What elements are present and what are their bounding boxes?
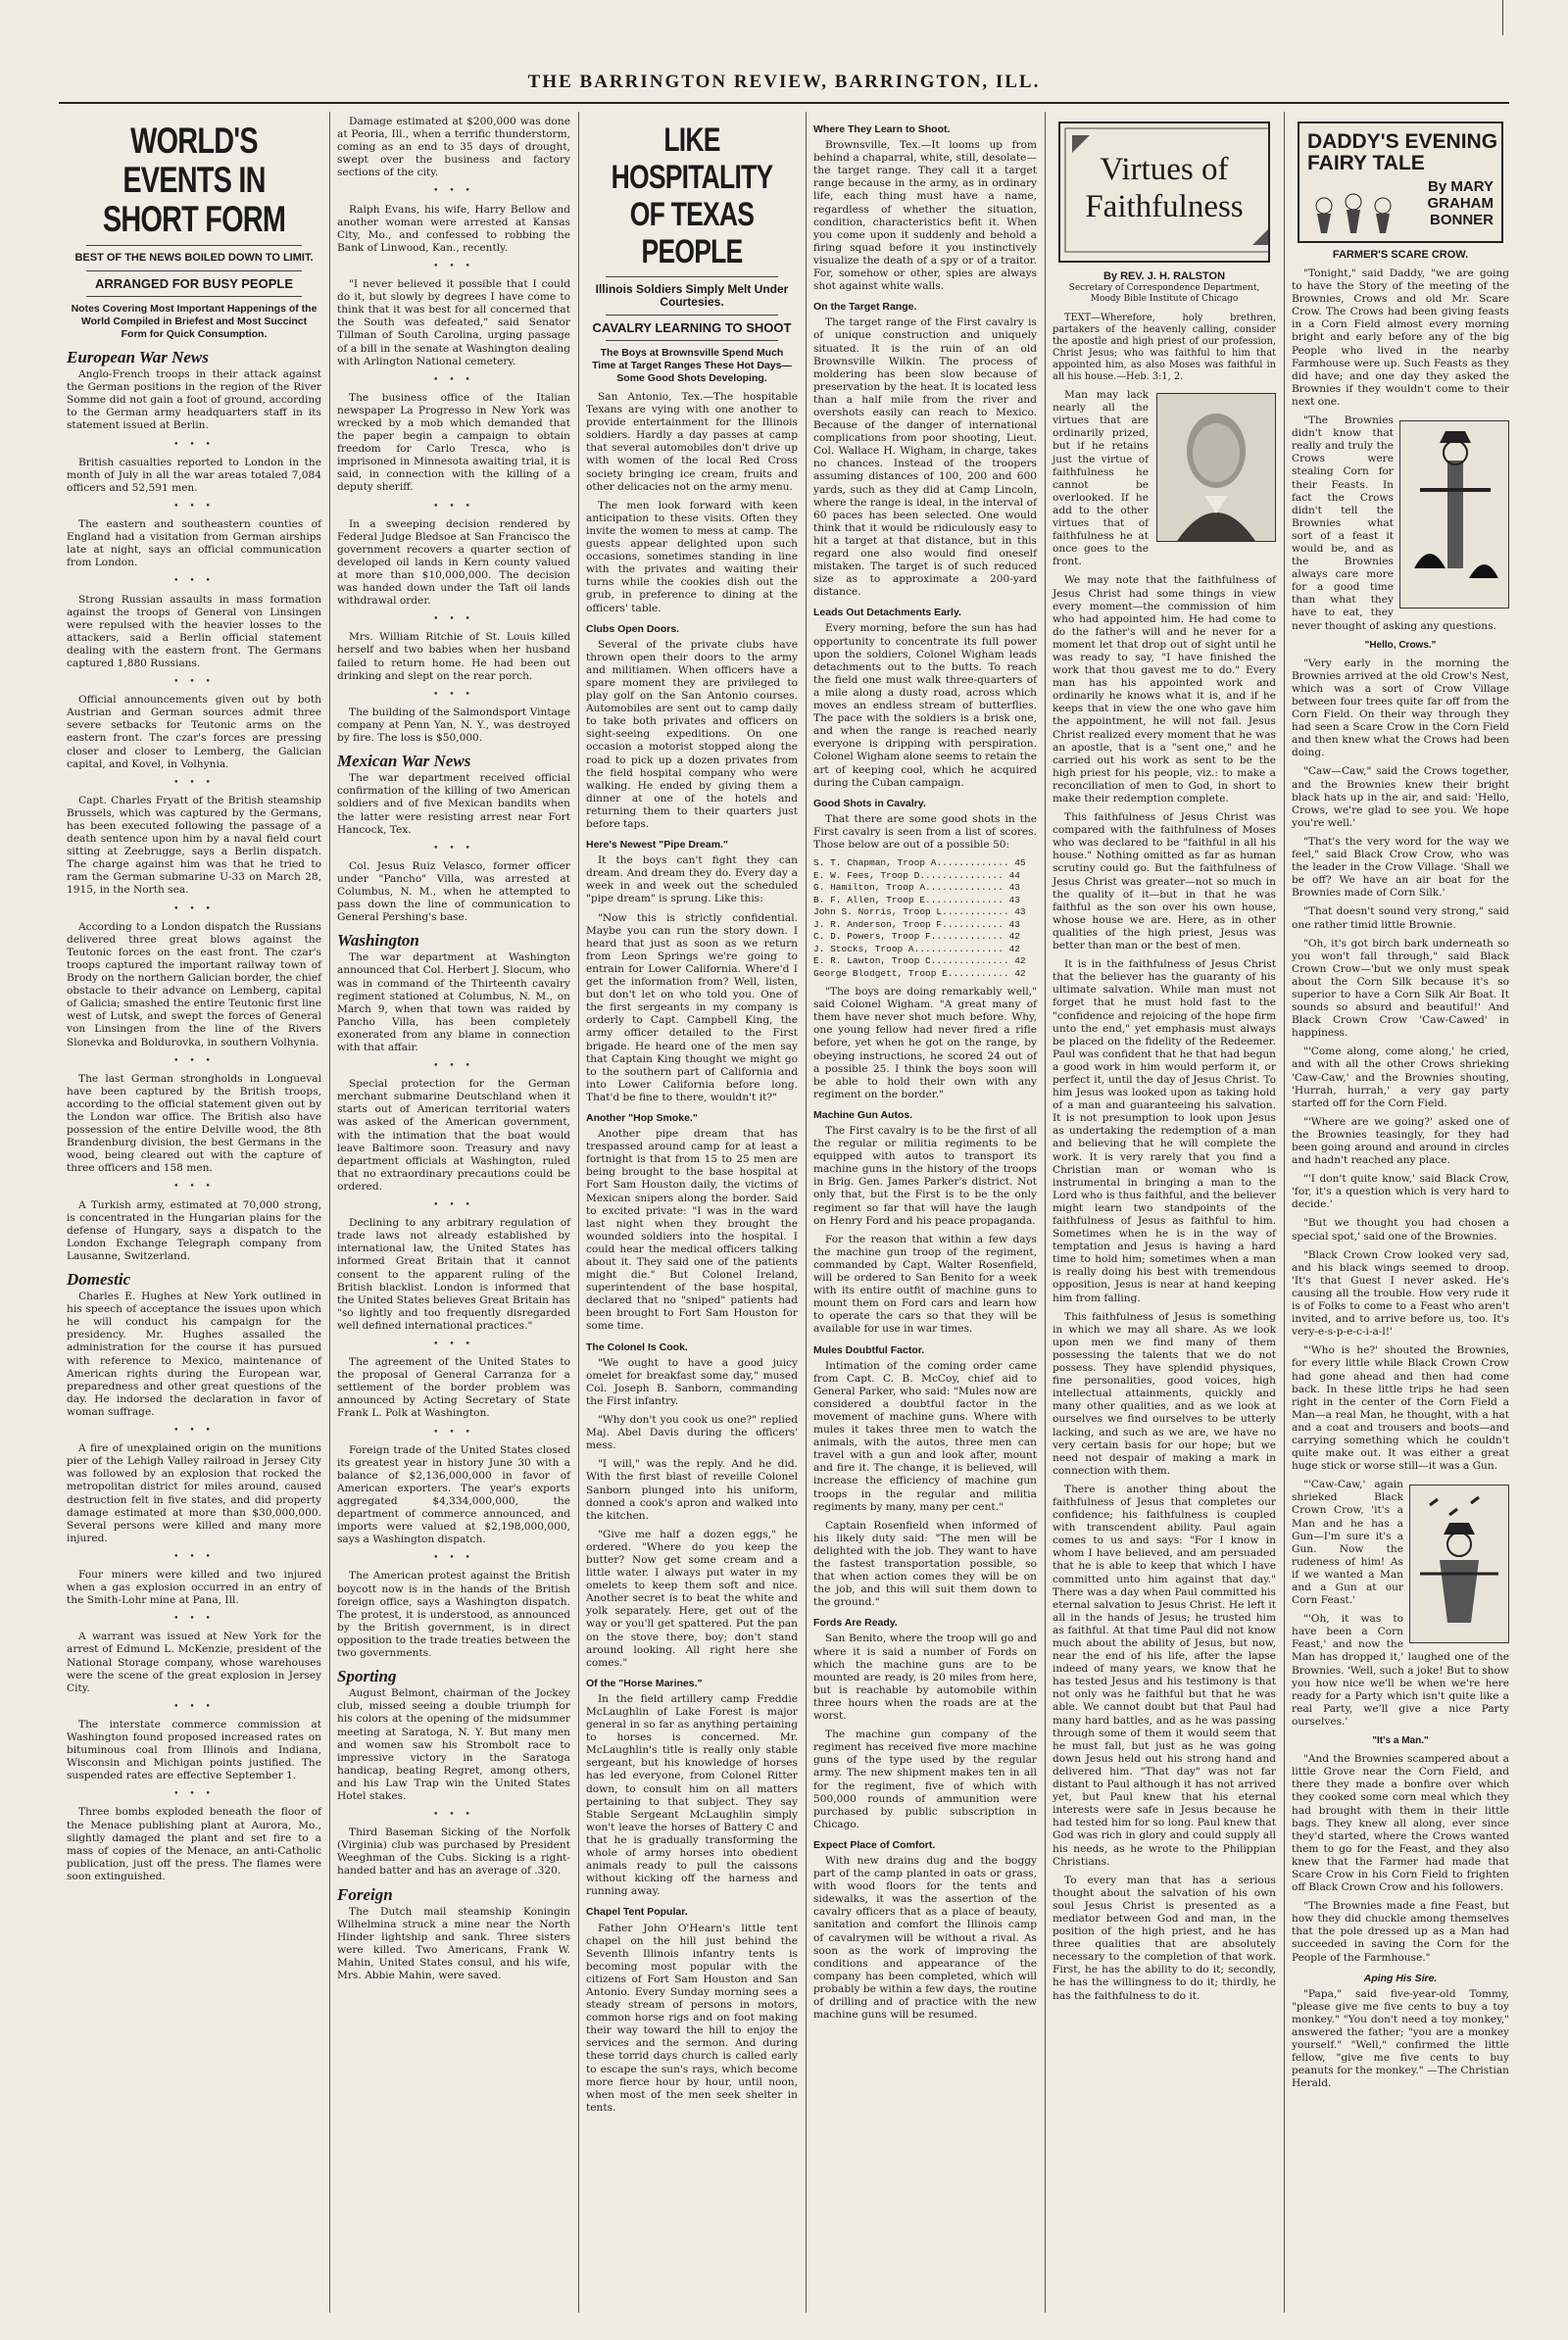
score-row: S. T. Chapman, Troop A............. 45: [813, 857, 1026, 869]
portrait-photo-icon: [1156, 393, 1276, 542]
subhead: Mules Doubtful Factor.: [813, 1343, 925, 1356]
headline-texas: LIKE HOSPITALITY OF TEXAS PEOPLE: [611, 122, 773, 270]
news-item: The war department at Washington announced that Col. Herbert J. Slocum, who was in command of the Thirteenth cavalry regiment stationed at Columbus, N. M., on March 9, when that town was raided by Pancho Villa, has been completely exonerated from any blame in connection with that affair.: [337, 951, 570, 1053]
separator-dots: • • •: [433, 1553, 474, 1564]
news-item: British casualties reported to London in the month of July in all the war areas totaled 7,084 officers and 52,591 men.: [67, 456, 321, 494]
news-item: Special protection for the German merchant submarine Deutschland when it starts out of American territorial waters was asked of the American government, with the intimation that the boat would leave Baltimore soon. Treasury and navy department officials at Washington, ruled that no extraordinary precautions could be ordered.: [337, 1078, 570, 1193]
separator-dots: • • •: [173, 1701, 215, 1712]
article-paragraph: "The boys are doing remarkably well," said Colonel Wigham. "A great many of them have never shot much before. Why, one young fellow had never fired a rifle before, yet when he got on the range, by obeying instructions, he scored 24 out of a possible 25. I think the boys soon will be able to hold their own with any regiment on the border.": [813, 986, 1037, 1100]
fairy-tale-header: [1298, 122, 1503, 243]
story-paragraph: "'I don't quite know,' said Black Crow, 'for, it's a question which is very hard to decide.': [1292, 1173, 1509, 1211]
score-list: [813, 857, 1037, 980]
article-paragraph: For the reason that within a few days the machine gun troop of the regiment, commanded by Capt. Walter Rosenfield, will be ordered to San Benito for a week with its entire outfit of machine guns to mount them on Ford cars and learn how to operate the cars so that they will be available for use in war times.: [813, 1233, 1037, 1336]
score-row: E. R. Lawton, Troop C.............. 42: [813, 955, 1026, 967]
story-title: FARMER'S SCARE CROW.: [1332, 249, 1469, 261]
news-item: The American protest against the British boycott now is in the hands of the British foreign office, says a Washington dispatch. The protest, it is understood, as announced by the British government, is in direct opposition to the trade treaties between the two governments.: [337, 1570, 570, 1660]
subhead: Of the "Horse Marines.": [586, 1677, 703, 1689]
page-edge-rule: [1502, 0, 1509, 35]
deck: Notes Covering Most Important Happenings of the World Compiled in Briefest and Most Succinct Form for Quick Consumption.: [71, 303, 318, 340]
article-paragraph: "I will," was the reply. And he did. With the first blast of reveille Colonel Sanborn plunged into his uniform, donned a cook's apron and walked into the kitchen.: [586, 1458, 798, 1522]
story-paragraph: "Caw—Caw," said the Crows together, and the Brownies knew their bright black hats up in the air, and said: 'Hello, Crows, we're glad to see you. We hope you're well.': [1292, 765, 1509, 829]
separator-dots: • • •: [173, 677, 215, 688]
subhead: Chapel Tent Popular.: [586, 1906, 688, 1919]
news-item: Three bombs exploded beneath the floor of the Menace publishing plant at Aurora, Mo., slightly damaged the plant and set fire to a mass of copies of the Menace, an anti-Catholic publication, just off the press. The flames were soon extinguished.: [67, 1806, 321, 1882]
separator-dots: • • •: [173, 1551, 215, 1562]
news-item: A warrant was issued at New York for the arrest of Edmund L. McKenzie, president of the National Storage company, whose warehouses were the scene of the great explosion in Jersey City.: [67, 1631, 321, 1694]
subhead: Another "Hop Smoke.": [586, 1111, 698, 1124]
subhead: The Colonel Is Cook.: [586, 1341, 688, 1353]
masthead: [59, 63, 1509, 104]
separator-dots: • • •: [173, 1055, 215, 1066]
article-paragraph: The First cavalry is to be the first of all the regular or militia regiments to be equipped with autos to transport its machine guns in the history of the troops in Brig. Gen. James Parker's district. Not only that, but the First is to be the only regiment so far that will have the laugh on Henry Ford and his peace propaganda.: [813, 1125, 1037, 1227]
section-heading: Sporting: [337, 1667, 397, 1686]
separator-dots: • • •: [433, 261, 474, 271]
news-item: Strong Russian assaults in mass formation against the troops of General von Linsingen were repulsed with the heavier losses to the attackers, said a Berlin official statement dealing with the eastern front. The Germans captured 1,880 Russians.: [67, 593, 321, 669]
article-paragraph: "We ought to have a good juicy omelet for breakfast some day," mused Col. Joseph B. Sanborn, commanding the First infantry.: [586, 1356, 798, 1407]
story-paragraph: "Very early in the morning the Brownies arrived at the old Crow's Nest, which was a sort of Crow Village between four trees quite far off from the Corn Field. On their way through they had seen a Scare Crow in the Corn Field and then knew what the Crows had been doing.: [1292, 657, 1509, 759]
separator-dots: • • •: [433, 689, 474, 700]
scarecrow-illustration: [1409, 1485, 1509, 1643]
news-item: Charles E. Hughes at New York outlined in his speech of acceptance the issues upon which he will conduct his campaign for the presidency. Mr. Hughes assailed the administration for the course it has pursued with reference to Mexico, maintenance of American rights during the European war, preparedness and other great questions of the day. He indorsed the declaration in favor of woman suffrage.: [67, 1291, 321, 1418]
divider: [606, 340, 778, 341]
subhead: Good Shots in Cavalry.: [813, 797, 926, 809]
sermon-byline-title: Secretary of Correspondence Department, Moody Bible Institute of Chicago: [1068, 283, 1260, 305]
news-item: Declining to any arbitrary regulation of trade laws not already established by international law, the United States has informed Great Britain that it cannot consent to the apparent ruling of the British blacklist. London is informed that the United States believes Great Britain has "so lightly and too frequently disregarded well defined international practices.": [337, 1217, 570, 1332]
subhead: Fords Are Ready.: [813, 1617, 898, 1630]
deck: Illinois Soldiers Simply Melt Under Courtesies.: [595, 282, 789, 309]
score-row: J. R. Anderson, Troop F........... 43: [813, 918, 1020, 930]
news-item: Capt. Charles Fryatt of the British steamship Brussels, which was captured by the Germans, has been executed following the passage of a death sentence upon him by a naval field court sitting at Zeebrugge, says a Berlin dispatch. The charge against him was that he tried to ram the German submarine U-33 on March 28, 1915, in the North sea.: [67, 794, 321, 897]
story-paragraph: "The Brownies made a fine Feast, but how they did chuckle among themselves that the pole dressed up as a Man had succeeded in saving the Corn for the People of the Farmhouse.": [1292, 1900, 1509, 1964]
separator-dots: • • •: [433, 1427, 474, 1438]
subhead: Expect Place of Comfort.: [813, 1838, 936, 1851]
column-news-continued: [329, 116, 578, 2309]
article-paragraph: It the boys can't fight they can dream. And dream they do. Every day a week in and week out the scheduled "pipe dream" is sprung. Like this:: [586, 854, 798, 905]
story-paragraph: "Papa," said five-year-old Tommy, "please give me five cents to buy a toy monkey." "You don't need a toy monkey," answered the father; "you are a monkey yourself." "Well," confirmed the little fellow, "give me five cents to buy peanuts for the monkey." —The Christian Herald.: [1292, 1987, 1509, 2090]
story-paragraph: "But we thought you had chosen a special spot,' said one of the Brownies.: [1292, 1217, 1509, 1243]
subhead: On the Target Range.: [813, 301, 917, 314]
divider: [86, 245, 302, 246]
separator-dots: • • •: [173, 576, 215, 587]
section-heading: Mexican War News: [337, 752, 471, 771]
deck: The Boys at Brownsville Spend Much Time at Target Ranges These Hot Days—Some Good Shots Developing.: [592, 347, 792, 384]
separator-dots: • • •: [173, 1426, 215, 1437]
subhead: Machine Gun Autos.: [813, 1108, 913, 1121]
article-paragraph: "Why don't you cook us one?" replied Maj. Abel Davis during the officers' mess.: [586, 1414, 798, 1452]
news-item: According to a London dispatch the Russians delivered three great blows against the Teutonic forces on the east front. The czar's troops captured the important railway town of Brody on the northern Galician border, the chief obstacle to their advance on Lemberg, capital of Galicia; smashed the entire Teutonic first line west of Lutsk, and swept the forces of General von Linsingen from the line of the Rivers Slonevka and Boldurovka, in southern Volhynia.: [67, 920, 321, 1048]
illustration-caption: "It's a Man.": [1372, 1735, 1429, 1747]
article-paragraph: San Antonio, Tex.—The hospitable Texans are vying with one another to provide entertainment for the Illinois soldiers. Hardly a day passes at camp that several automobiles don't drive up with women of the local Red Cross society bringing ice cream, fruits and other delicacies not on the army menu.: [586, 391, 798, 493]
story-paragraph: "And the Brownies scampered about a little Grove near the Corn Field, and there they made a bonfire over which they cooked some corn meal which they had brought with them in their little bags. They knew all along, ever since they'd started, where the Crows wanted them to go for the Feast, and they also knew that the Farmer had made that Scare Crow in his Corn Field to frighten off Black Crown Crow and his followers.: [1292, 1753, 1509, 1894]
story-paragraph: "The Brownies didn't know that really and truly the Crows were stealing Corn for their Feasts. In fact the Crows didn't tell the Brownies what sort of a feast it would be, and as the Brownies always care more for a good time than what they have to eat, they never thought of asking any questions.: [1292, 414, 1496, 632]
story-paragraph: "'Come along, come along,' he cried, and with all the other Crows shrieking 'Caw-Caw,' and the Brownies shouting, 'Hurrah, hurrah,' a very gay party started off for the Corn Field.: [1292, 1046, 1509, 1109]
separator-dots: • • •: [433, 374, 474, 385]
article-paragraph: Several of the private clubs have thrown open their doors to the army and militiamen. When officers have a spare moment they are privileged to play golf on the San Antonio courses. Automobiles are sent out to camp daily to take both privates and officers on sight-seeing expeditions. On one occasion a motorist stopped along the road to pick up a dozen privates from the field hospital company who were walking. He ended by giving them a dinner at one of the hotels and returning them to their quarters just before taps.: [586, 638, 798, 830]
news-item: The business office of the Italian newspaper La Progresso in New York was wrecked by a mob which demanded that the paper begin a campaign to obtain freedom for Carlo Tresca, who is imprisoned in Minnesota awaiting trial, it is said, in connection with the killing of a deputy sheriff.: [337, 391, 570, 494]
section-heading: Domestic: [67, 1270, 131, 1289]
story-paragraph: "'Caw-Caw,' again shrieked Black Crown Crow, 'it's a Man and he has a Gun—I'm sure it's a Gun. Now the rudeness of him! As if we wanted a Man and a Gun at our Corn Feast.': [1292, 1479, 1403, 1607]
score-row: G. Hamilton, Troop A.............. 43: [813, 882, 1020, 894]
separator-dots: • • •: [173, 501, 215, 512]
separator-dots: • • •: [433, 501, 474, 512]
deck: CAVALRY LEARNING TO SHOOT: [592, 320, 792, 335]
news-item: August Belmont, chairman of the Jockey club, missed seeing a double triumph for his colors at the opening of the midsummer meeting at Saratoga, N. Y. But many men and women saw his Strombolt race to impressive victory in the Saratoga handicap, beating Regret, among others, and his Law Trap win the United States Hotel stakes.: [337, 1687, 570, 1802]
news-item: A Turkish army, estimated at 70,000 strong, is concentrated in the Hungarian plains for the defense of Hungary, says a dispatch to the London Exchange Telegraph company from Lausanne, Switzerland.: [67, 1198, 321, 1262]
score-row: B. F. Allen, Troop E.............. 43: [813, 894, 1020, 905]
subhead: Clubs Open Doors.: [586, 622, 680, 635]
fairy-tale-title: [1307, 131, 1497, 174]
divider: [86, 296, 302, 297]
news-item: Ralph Evans, his wife, Harry Bellow and another woman were arrested at Kansas City, Mo., and confessed to robbing the Bank of Linwood, Kan., recently.: [337, 203, 570, 254]
sermon-title: Virtues of Faithfulness: [1085, 152, 1244, 224]
separator-dots: • • •: [433, 186, 474, 197]
news-item: The building of the Salmondsport Vintage company at Penn Yan, N. Y., was destroyed by fire. The loss is $50,000.: [337, 706, 570, 745]
deck: ARRANGED FOR BUSY PEOPLE: [94, 276, 293, 291]
story-paragraph: "'Where are we going?' asked one of the Brownies teasingly, for they had been going around and around in circles and hadn't reached any place.: [1292, 1115, 1509, 1167]
separator-dots: • • •: [173, 903, 215, 914]
column-fairy-tale: [1284, 116, 1517, 2309]
article-paragraph: Father John O'Hearn's little tent chapel on the hill just behind the Seventh Illinois infantry tents is becoming most popular with the citizens of Fort Sam Houston and San Antonio. Every Sunday morning sees a steady stream of persons in motors, common horse rigs and on foot making their way toward the hill to enjoy the services and the sermon. And during these torrid days church is called early to escape the sun's rays, which become more fierce hour by hour, until noon, when most of the men seek shelter in tents.: [586, 1922, 798, 2114]
subhead: Here's Newest "Pipe Dream.": [586, 839, 728, 852]
article-paragraph: In the field artillery camp Freddie McLaughlin of Lake Forest is major general in so far as anything pertaining to horses is concerned. Mr. McLaughlin's title is really only stable sergeant, but his knowledge of horses has led everyone, from Colonel Ritter down, to consult him on all matters pertaining to that subject. They say Stable Sergeant McLaughlin simply won't leave the horses of Battery C and that he is gradually transforming the whole of army horses into obedient animals ready to pull the caissons without kicking off the harness and running away.: [586, 1692, 798, 1898]
score-row: C. D. Powers, Troop F............. 42: [813, 931, 1020, 943]
story-paragraph: "Tonight," said Daddy, "we are going to have the Story of the meeting of the Brownies, Crows and old Mr. Scare Crow. The Crows had been giving feasts in a Corn Field almost every morning bright and early before any of the big People who lived in the nearby Farmhouse were up. Such Feasts as they did have; and one day they asked the Brownies if they wouldn't come to their next one.: [1292, 268, 1509, 408]
news-item: The eastern and southeastern counties of England had a visitation from German airships late at night, says an official communication from London.: [67, 518, 321, 569]
sermon-paragraph: Man may lack nearly all the virtues that are ordinarily prized, but if he retains just the virtue of faithfulness he cannot be overlooked. If he add to the other virtues that of faithfulness he at once goes to the front.: [1053, 389, 1149, 568]
divider: [86, 270, 302, 271]
sermon-paragraph: There is another thing about the faithfulness of Jesus that completes our confidence; his faithfulness is coupled with transcendent ability. Paul again comes to us and says: "For I know in whom I have believed, and am persuaded that he is able to keep that which I have committed unto him against that day." There was a day when Paul committed his eternal salvation to Jesus Christ. He left it all in the hands of Jesus; he trusted him as faithful. At that time Paul did not know much about the ability of Jesus, but now, near the end of his life, after the lapse indeed of many years, we know that he has tested Jesus and his testimony is that not only was he faithful but that he was able. We cannot doubt but that Paul had many hard battles, and as he was passing through some of them it would seem that he must fall, but just as he was going down Jesus held out his strong hand and delivered him. "That day" was not far distant to Paul although it has not arrived yet, but Paul knew that his eternal interests were safe in Jesus because he had tested him for so long. Paul knew that God was rich in glory and could supply all his needs, as he wrote to the Philippian Christians.: [1053, 1483, 1276, 1868]
subhead: Aping His Sire.: [1363, 1972, 1438, 1984]
divider: [606, 276, 778, 277]
sermon-paragraph: This faithfulness of Jesus is something in which we may all share. As we look upon men we find many of them possessing the talents that we do not possess. They have splendid physiques, fine personalities, good voices, high intellectual attainments, quickly and many other qualities, and as we look at ourselves we find ourselves to be utterly lacking, and such as we are, we have no very certain basis for our hope; but we need not despair of making a mark in connection with them.: [1053, 1310, 1276, 1477]
story-paragraph: "'Oh, it was to have been a Corn Feast,' and now the Man has dropped it,' laughed one of the Brownies. 'Well, such a joke! But to show you how nice we'll be when we're here ready for a Party which isn't quite like a real Party, we'll give a nice Party ourselves.': [1292, 1613, 1509, 1728]
separator-dots: • • •: [173, 439, 215, 450]
article-paragraph: Another pipe dream that has trespassed around camp for at least a fortnight is that from 15 to 25 men are being brought to the base hospital at Fort Sam Houston daily, the victims of Mexican snipers along the border. Said to excited private: "I was in the ward last night when they brought the wounded soldiers into the hospital. I could hear the medical officers talking about it. They said one of the patients might die." But Colonel Ireland, superintendent of the base hospital, declared that no "sniped" patients had been brought to Fort Sam Houston for some time.: [586, 1128, 798, 1333]
article-paragraph: Every morning, before the sun has had opportunity to concentrate its full power upon the soldiers, Colonel Wigham leads detachments out to the butts. To reach the field one must walk three-quarters of a mile along a dusty road, across which moves an endless stream of butterflies. The pace with the soldiers is a brisk one, and when the range is reached nearly everyone is dripping with perspiration. Colonel Wigham alone seems to retain the art of keeping cool, which he acquired during the Cuban campaign.: [813, 622, 1037, 789]
story-paragraph: "Black Crown Crow looked very sad, and his black wings seemed to droop. 'It's that Guest I never asked. He's causing all the trouble. How very rude it is of Folks to come to a Feast who aren't invited, and to arrive before us, too. It's very-e-s-p-e-c-i-a-l!': [1292, 1248, 1509, 1339]
news-item: The last German strongholds in Longueval have been captured by the British troops, according to the official statement given out by the London war office. The British also have possession of the entire Delville wood, the 8th Brandenburg division, the best Germans in the wood, being cleared out with the capture of three officers and 158 men.: [67, 1072, 321, 1175]
story-paragraph: "'Who is he?' shouted the Brownies, for every little while Black Crown Crow had gone ahead and then had come back. In these little trips he had seen right in the center of the Corn Field a Man—a real Man, he thought, with a hat and a coat and trousers and boots—and carrying something which he couldn't quite make out. It was either a great huge stick or worse still—it was a Gun.: [1292, 1344, 1509, 1473]
news-item: The agreement of the United States to the proposal of General Carranza for a settlement of the border problem was announced by Acting Secretary of State Frank L. Polk at Washington.: [337, 1356, 570, 1420]
subhead: Leads Out Detachments Early.: [813, 607, 961, 619]
divider: [606, 315, 778, 316]
score-row: John S. Norris, Troop L............ 43: [813, 906, 1026, 918]
separator-dots: • • •: [433, 1200, 474, 1211]
news-item: Col. Jesus Ruiz Velasco, former officer under "Pancho" Villa, was arrested at Columbus, N. M., when he attempted to pass down the line of communication to General Pershing's base.: [337, 859, 570, 924]
story-paragraph: "That's the very word for the way we feel," said Black Crow Crow, who was the leader in the Crow Village. 'Shall we be off? We have an air boat for the Brownies made of Corn Silk.': [1292, 835, 1509, 900]
separator-dots: • • •: [173, 1614, 215, 1625]
sermon-paragraph: To every man that has a serious thought about the salvation of his own soul Jesus Christ is presented as a mediator between God and man, in the position of the high priest, and he has three qualities that are absolutely necessary to the completion of that work. First, he has the ability to do it; secondly, he has the willingness to do it; thirdly, he has the faithfulness to do it.: [1053, 1874, 1276, 2002]
sermon-byline: By REV. J. H. RALSTON: [1102, 270, 1226, 282]
score-row: J. Stocks, Troop A................ 42: [813, 943, 1020, 954]
news-item: In a sweeping decision rendered by Federal Judge Bledsoe at San Francisco the government recovers a quarter section of developed oil lands in Kern county valued at more than $10,000,000. The decision was handed down under the Taft oil lands withdrawal order.: [337, 517, 570, 608]
news-item: The interstate commerce commission at Washington found proposed increased rates on bituminous coal from Illinois and Indiana, Wisconsin and Michigan points justified. The suspended rates are effective September 1.: [67, 1718, 321, 1782]
article-paragraph: The men look forward with keen anticipation to these visits. Often they invite the women to mess at camp. The guests appear delighted upon such occasions, sometimes standing in line with the privates and waiting their turns while the cookies dish out the grub, in preference to dining at the officers' table.: [586, 499, 798, 614]
illustration-caption: "Hello, Crows.": [1364, 639, 1437, 651]
news-item: Third Baseman Sicking of the Norfolk (Virginia) club was purchased by President Weeghman of the Cubs. Sicking is a right-handed batter and has an average of .320.: [337, 1827, 570, 1877]
news-item: A fire of unexplained origin on the munitions pier of the Lehigh Valley railroad in Jersey City was followed by an explosion that rocked the metropolitan district for miles around, caused destruction felt in five states, and did property damage estimated at more than $30,000,000. Several persons were killed and many more injured.: [67, 1442, 321, 1544]
section-heading: European War News: [67, 348, 209, 366]
article-paragraph: San Benito, where the troop will go and where it is said a number of Fords on which the machine guns are to be mounted are ready, is 20 miles from here, but is reachable by automobile within three hours when the roads are at the worst.: [813, 1633, 1037, 1723]
fairy-tale-title-line2: FAIRY TALE: [1307, 152, 1425, 174]
separator-dots: • • •: [433, 1810, 474, 1821]
score-row: E. W. Fees, Troop D............... 44: [813, 869, 1020, 881]
sermon-paragraph: It is in the faithfulness of Jesus Christ that the believer has the guaranty of his ultimate salvation. While man must not forget that he must hold fast to the "confidence and rejoicing of the hope firm unto the end," yet emphasis must always be placed on the fidelity of the Redeemer. Paul was confident that he that had begun a good work in him would perform it, or perfect it, until the day of Jesus Christ. To him Jesus was looked upon as taking hold of a man and guaranteeing his salvation. It is not presumption to look upon Jesus as undertaking the redemption of a man and believing that he will complete the work. It is very rarely that you find a Christian man or woman who is instrumental in bringing a man to the Lord who is thus faithful, and the believer might learn two standpoints of the faithfulness of Jesus as faithful to him. Sometimes when he is in the way of temptation and Jesus is having a hard time to hold him; sometimes when a man is really doing his best with tremendous opposition, Jesus is near at hand keeping him from falling.: [1053, 958, 1276, 1304]
subhead: Where They Learn to Shoot.: [813, 123, 951, 135]
crows-illustration: [1399, 420, 1509, 609]
article-paragraph: Brownsville, Tex.—It looms up from behind a chaparral, white, still, desolate—the target range. They call it a target range because in the army, as in ordinary life, each thing must have a name, regardless of whether the situation, condition, characteristics befit it. When you come upon it suddenly and behold a firing squad before it you instinctively visualize the death of a spy or of a traitor. For, somehow or other, spies are always shot against white walls.: [813, 139, 1037, 293]
story-paragraph: "Oh, it's got birch bark underneath so you won't fall through," said Black Crown Crow—'but we only must speak about the Corn Silk because it's so superior to have a Corn Silk Air Boat. It sounds so absurd and beautiful!' And Black Crown Crow 'Caw-Cawed' in happiness.: [1292, 937, 1509, 1040]
separator-dots: • • •: [173, 1182, 215, 1193]
article-paragraph: Intimation of the coming order came from Capt. C. B. McCoy, chief aid to General Parker, who said: "Mules now are considered a doubtful factor in the movement of machine guns. Where with mules it takes three men to watch the animals, with the autos, three men can travel with a gun and look after, mount and fire it. The change, it is believed, will increase the efficiency of machine gun troops in the regular and militia regiments by many, many per cent.": [813, 1359, 1037, 1513]
separator-dots: • • •: [173, 777, 215, 788]
article-paragraph: That there are some good shots in the First cavalry is seen from a list of scores. Those below are out of a possible 50:: [813, 812, 1037, 851]
news-item: The Dutch mail steamship Koningin Wilhelmina struck a mine near the North Hinder lightship and sank. Three sisters were killed. Two Americans, Frank W. Mahin, United States consul, and his wife, Mrs. Abbie Mahin, were saved.: [337, 1905, 570, 1982]
news-item: Foreign trade of the United States closed its greatest year in history June 30 with a balance of $2,136,000,000 in favor of American exporters. The year's exports aggregated $4,334,000,000, the department of commerce announced, and imports were valued at $2,198,000,000, says a Washington dispatch.: [337, 1443, 570, 1546]
scarecrow-icon: [1410, 1486, 1508, 1642]
headline-world-events: WORLD'S EVENTS IN SHORT FORM: [102, 121, 286, 239]
masthead-title: THE BARRINGTON REVIEW, BARRINGTON, ILL.: [527, 72, 1041, 92]
article-paragraph: With new drains dug and the boggy part of the camp planted in oats or grass, with wood floors for the tents and sidewalks, it was the assertion of the cavalry officers that as a place of beauty, sanitation and comfort the Illinois camp of cavalrymen will be without a rival. As soon as the work of improving the conditions and appearance of the company has been completed, which will probably be within a few days, the routine of drilling and of practice with the new machine guns will be resumed.: [813, 1854, 1037, 2022]
separator-dots: • • •: [433, 614, 474, 625]
news-item: Official announcements given out by both Austrian and German sources admit three severe setbacks for Teutonic arms on the eastern front. The czar's forces are pressing closer and closer to Lemberg, the Galician capital, and Kovel, in Volhynia.: [67, 694, 321, 770]
separator-dots: • • •: [433, 1339, 474, 1349]
fairy-tale-author: By MARY GRAHAM BONNER: [1427, 178, 1494, 228]
column-cavalry-shooting: [806, 116, 1045, 2309]
column-sermon: [1045, 116, 1284, 2309]
sermon-title-box: [1058, 122, 1270, 263]
column-world-events: [59, 116, 329, 2309]
news-item: "I never believed it possible that I could do it, but slowly by degrees I have come to think that it was best for all concerned that the South was defeated," said Senator Tillman of South Carolina, urging passage of a bill in the senate at Washington dealing with Arlington National cemetery.: [337, 278, 570, 367]
separator-dots: • • •: [173, 1789, 215, 1800]
news-item: Damage estimated at $200,000 was done at Peoria, Ill., when a terrific thunderstorm, coming as an end to 35 days of drought, swept over the business and factory sections of the city.: [337, 116, 570, 179]
news-item: The war department received official confirmation of the killing of two American soldiers and of five Mexican bandits when the latter were resisting arrest near Fort Hancock, Tex.: [337, 772, 570, 836]
news-item: Anglo-French troops in their attack against the German positions in the region of the River Somme did not gain a foot of ground, according to the German army headquarters staff in its statement issued at Berlin.: [67, 368, 321, 432]
separator-dots: • • •: [433, 843, 474, 853]
sermon-paragraph: This faithfulness of Jesus Christ was compared with the faithfulness of Moses who was declared to be "faithful in all his house." Nothing omitted as far as human scrutiny could go. But the faithfulness of Jesus Christ was greater—not so much in the quality of it—but in that he was faithful as the son over his own house, whose house we are. Here, as in other qualities of the high priest, Jesus was better than man or the best of men.: [1053, 811, 1276, 952]
story-paragraph: "That doesn't sound very strong," said one rather timid little Brownie.: [1292, 905, 1509, 931]
article-paragraph: "Now this is strictly confidential. Maybe you can run the story down. I heard that just as soon as we return from Leon Springs we're going to entrain for Lower California. Where'd I get the information from? Well, listen, but don't let on who told you. One of the first sergeants in my company is orderly to Capt. Campbell King, the army officer detailed to the First brigade. He heard one of the men say that Captain King thought we might go to the southern part of California and into Lower California before long. That'd be fine to there, wouldn't it?": [586, 911, 798, 1103]
sermon-paragraph: We may note that the faithfulness of Jesus Christ had some things in view every moment—the commission of him who had appointed him. He had come to do the father's will and he never for a moment let that drop out of sight until he was ready to say, "I have finished the work that thou gavest me to do." Every man has his appointed work and ordinarily he knows what it is, and if he keeps that in view the one who gave him the appointment, he will not fail. Jesus Christ realized every moment that he was an apostle, that is a "sent one," and he carried out his work as sent to be the high priest for his people, viz.: to make a reconciliation of men to God, in short to make their redemption complete.: [1053, 574, 1276, 804]
separator-dots: • • •: [433, 1061, 474, 1072]
brownies-illustration-icon: [1309, 176, 1397, 235]
section-heading: Washington: [337, 931, 419, 951]
fairy-tale-title-line1: DADDY'S EVENING: [1307, 130, 1498, 153]
column-texas-hospitality: [578, 116, 806, 2309]
news-item: Mrs. William Ritchie of St. Louis killed herself and two babies when her husband failed to return home. He had been out drinking and slept on the rear porch.: [337, 631, 570, 682]
crow-scarecrow-icon: [1400, 421, 1508, 608]
news-item: Four miners were killed and two injured when a gas explosion occurred in an entry of the Smith-Lohr mine at Pana, Ill.: [67, 1568, 321, 1607]
article-paragraph: The machine gun company of the regiment has received five more machine guns of the type used by the regular army. The new shipment makes ten in all for the regiment, five of which with 500,000 rounds of ammunition were purchased by public subscription in Chicago.: [813, 1729, 1037, 1830]
section-heading: Foreign: [337, 1884, 393, 1904]
score-row: George Blodgett, Troop E........... 42: [813, 967, 1026, 979]
article-paragraph: The target range of the First cavalry is of unique construction and uniquely situated. It is the ruin of an old Brownsville Wilkin. The process of moldering has been slow because of preservation by the heat. It is located less than a half mile from the river and overshots easily can reach to Mexico. Because of the danger of international complications from poor shooting, Lieut. Col. Wallace H. Wigham, in charge, takes no chances. Instead of the troopers assuming distances of 100, 200 and 600 yards, such as they did at Camp Lincoln, where the range is ideal, in the interval of 60 paces has been selected. One would think that it would be ridiculously easy to hit a target at that distance, but in this regard one also would find oneself mistaken. The target is of such reduced size as to approximate a 200-yard distance.: [813, 317, 1037, 599]
article-paragraph: Captain Rosenfield when informed of his likely duty said: "The men will be delighted with the job. They want to have the fastest transportation possible, so that when action comes they will be on the job, and this will suit them down to the ground.": [813, 1519, 1037, 1609]
article-paragraph: "Give me half a dozen eggs," he ordered. "Where do you keep the butter? Now get some cream and a little water. I always put water in my omelets to keep them soft and nice. Another secret is to beat the white and yolk separately. Here, get out of the way or you'll get spattered. Put the pan on the stove there, boy; don't stand around looking. All right here she comes.": [586, 1528, 798, 1669]
deck: BEST OF THE NEWS BOILED DOWN TO LIMIT.: [74, 252, 314, 264]
sermon-text: TEXT—Wherefore, holy brethren, partakers of the heavenly calling, consider the apostle and high priest of our profession, Christ Jesus; who was faithful to him that appointed him, as also Moses was faithful in all his house.—Heb. 3:1, 2.: [1053, 313, 1276, 383]
